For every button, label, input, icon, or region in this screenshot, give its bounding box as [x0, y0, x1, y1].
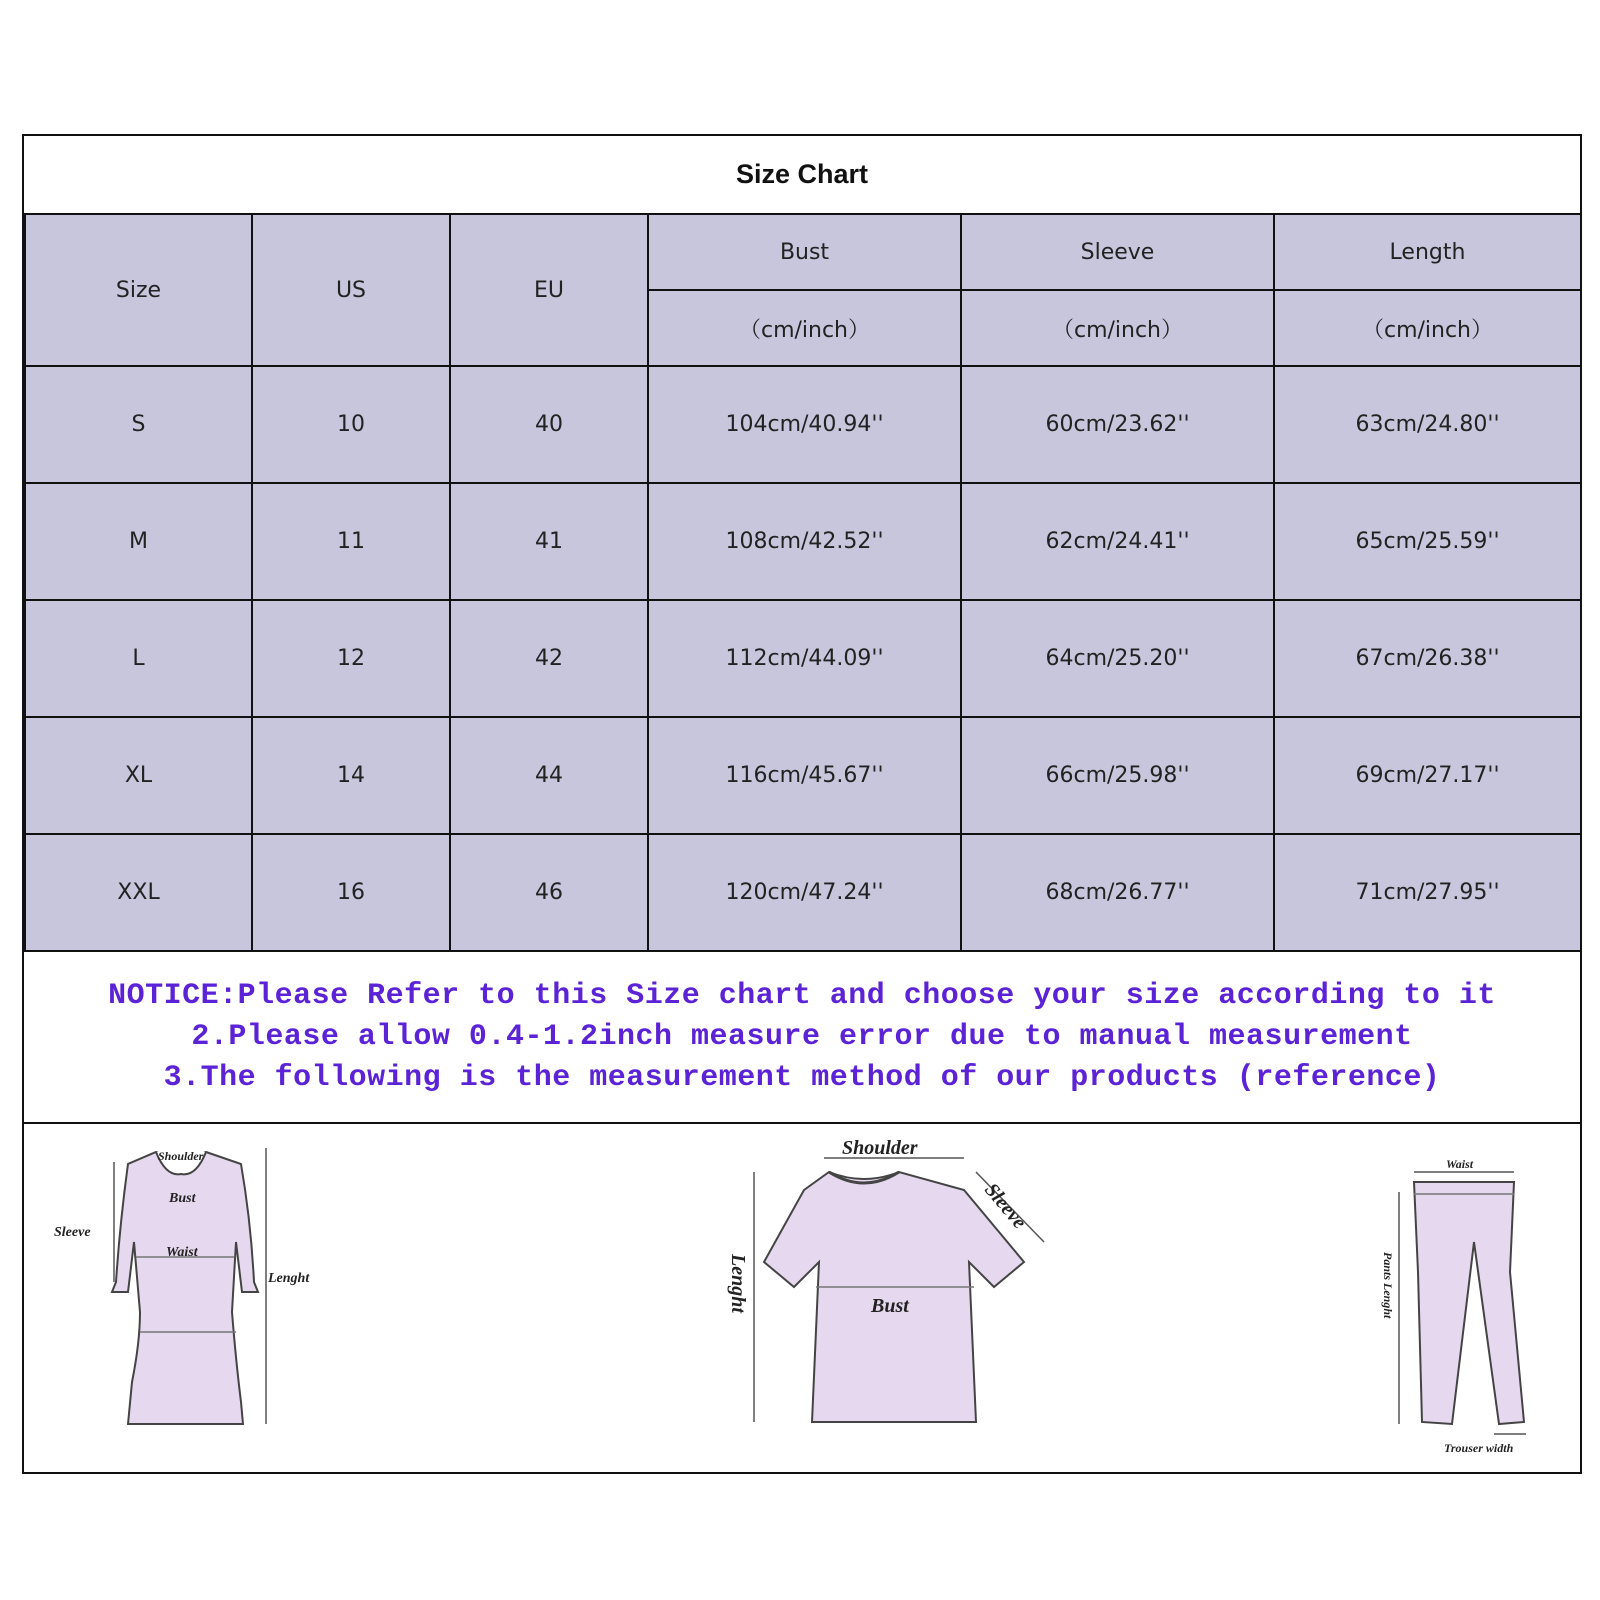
cell-size: S	[25, 366, 252, 483]
pants-length-label: Pants Lenght	[1381, 1252, 1395, 1319]
cell-bust: 104cm/40.94''	[648, 366, 961, 483]
table-row	[25, 366, 1581, 483]
cell-eu: 40	[450, 366, 648, 483]
cell-length: 67cm/26.38''	[1274, 600, 1581, 717]
cell-eu: 44	[450, 717, 648, 834]
table-row	[25, 717, 1581, 834]
header-eu: EU	[450, 214, 648, 366]
cell-size: M	[25, 483, 252, 600]
cell-size: L	[25, 600, 252, 717]
cell-length: 69cm/27.17''	[1274, 717, 1581, 834]
tshirt-length-label: Lenght	[727, 1254, 749, 1313]
size-chart-sheet	[22, 134, 1582, 1474]
pants-diagram	[1374, 1132, 1574, 1462]
dress-bust-label: Bust	[169, 1191, 196, 1206]
dress-diagram	[36, 1132, 336, 1452]
pants-width-label: Trouser width	[1444, 1441, 1514, 1455]
cell-us: 11	[252, 483, 450, 600]
dress-waist-label: Waist	[166, 1245, 198, 1260]
chart-title: Size Chart	[24, 136, 1580, 215]
cell-eu: 42	[450, 600, 648, 717]
tshirt-shoulder-label: Shoulder	[842, 1137, 918, 1159]
size-table	[24, 213, 1582, 952]
measurement-figures	[24, 1124, 1580, 1472]
cell-us: 16	[252, 834, 450, 951]
header-length: Length	[1274, 214, 1581, 290]
header-length-unit: （cm/inch）	[1274, 290, 1581, 366]
cell-bust: 120cm/47.24''	[648, 834, 961, 951]
header-sleeve: Sleeve	[961, 214, 1274, 290]
tshirt-sleeve-label: Sleeve	[980, 1179, 1031, 1234]
table-row	[25, 600, 1581, 717]
cell-sleeve: 66cm/25.98''	[961, 717, 1274, 834]
cell-sleeve: 60cm/23.62''	[961, 366, 1274, 483]
cell-bust: 116cm/45.67''	[648, 717, 961, 834]
notice-line-1: NOTICE:Please Refer to this Size chart and choose your size according to it	[108, 978, 1496, 1013]
cell-sleeve: 68cm/26.77''	[961, 834, 1274, 951]
cell-us: 10	[252, 366, 450, 483]
table-row	[25, 483, 1581, 600]
cell-bust: 112cm/44.09''	[648, 600, 961, 717]
pants-waist-label: Waist	[1446, 1157, 1474, 1171]
notice-block	[24, 952, 1580, 1124]
header-size: Size	[25, 214, 252, 366]
tshirt-bust-label: Bust	[871, 1295, 909, 1317]
dress-length-label: Lenght	[268, 1271, 310, 1286]
header-bust-unit: （cm/inch）	[648, 290, 961, 366]
tshirt-diagram	[694, 1132, 1054, 1442]
header-bust: Bust	[648, 214, 961, 290]
cell-length: 71cm/27.95''	[1274, 834, 1581, 951]
cell-sleeve: 62cm/24.41''	[961, 483, 1274, 600]
pants-shape	[1414, 1182, 1524, 1424]
notice-line-3: 3.The following is the measurement method of our products (reference)	[163, 1060, 1441, 1095]
header-us: US	[252, 214, 450, 366]
cell-us: 12	[252, 600, 450, 717]
cell-eu: 41	[450, 483, 648, 600]
cell-size: XL	[25, 717, 252, 834]
cell-eu: 46	[450, 834, 648, 951]
table-row	[25, 834, 1581, 951]
notice-line-2: 2.Please allow 0.4-1.2inch measure error due to manual measurement	[191, 1019, 1413, 1054]
cell-length: 63cm/24.80''	[1274, 366, 1581, 483]
dress-sleeve-label: Sleeve	[54, 1225, 91, 1240]
header-sleeve-unit: （cm/inch）	[961, 290, 1274, 366]
cell-sleeve: 64cm/25.20''	[961, 600, 1274, 717]
cell-length: 65cm/25.59''	[1274, 483, 1581, 600]
cell-bust: 108cm/42.52''	[648, 483, 961, 600]
cell-size: XXL	[25, 834, 252, 951]
dress-shoulder-label: Shoulder	[158, 1149, 204, 1163]
cell-us: 14	[252, 717, 450, 834]
